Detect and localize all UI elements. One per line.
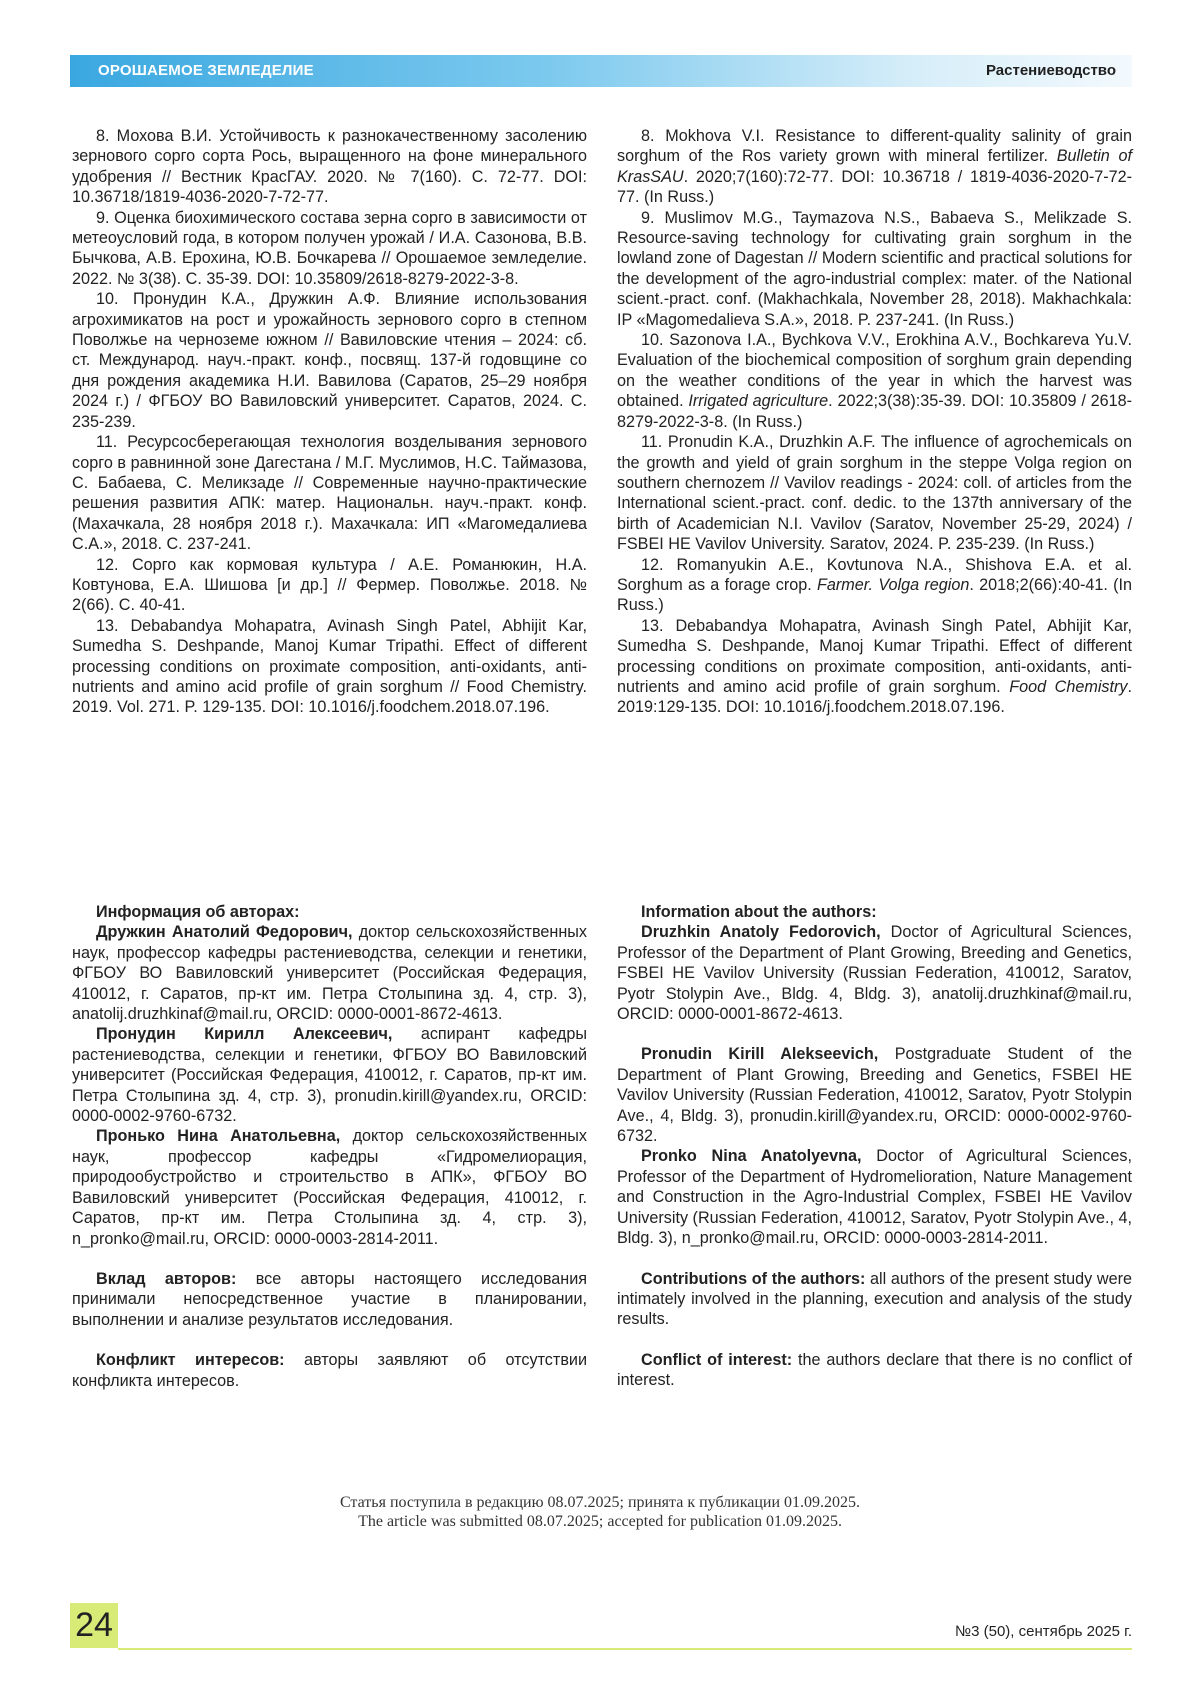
reference-en: 12. Romanyukin A.E., Kovtunova N.A., Shishova E.A. et al. Sorghum as a forage crop. Farmer. Volga region. 2018;2(66):40-41. (In Russ.) [617,555,1133,615]
author-name: Druzhkin Anatoly Fedorovich, [641,923,881,942]
reference-ru: 10. Пронудин К.А., Дружкин А.Ф. Влияние использования агрохимикатов на рост и урожайность зернового сорго в степном Поволжье на черноземе южном // Вавиловские чтения – 2024: сб. ст. Международ. науч.-практ. конф., посвящ. 137-й годовщине со дня рождения академика Н.И. Вавилова (Саратов, 25–29 ноября 2024 г.) / ФГБОУ ВО Вавиловский университет. Саратов, 2024. С. 235-239. [72,290,587,431]
references-ru [72,126,587,718]
authors-heading-en: Information about the authors: [641,903,877,921]
page-number: 24 [75,1606,113,1644]
issue-info: №3 (50), сентябрь 2025 г. [955,1623,1132,1640]
references-en [617,126,1132,718]
reference-en: 13. Debabandya Mohapatra, Avinash Singh Patel, Abhijit Kar, Sumedha S. Deshpande, Manoj Kumar Tripathi. Effect of different processing conditions on proximate composition, anti-oxidants, anti-nutrients and amino acid profile of grain sorghum. Food Chemistry. 2019:129-135. DOI: 10.1016/j.foodchem.2018.07.196. [617,616,1133,717]
reference-ru: 8. Мохова В.И. Устойчивость к разнокачественному засолению зернового сорго сорта Рось, выращенного на фоне минерального удобрения // Вестник КрасГАУ. 2020. № 7(160). С. 72-77. DOI: 10.36718/1819-4036-2020-7-72-77. [72,127,587,207]
author-name: Pronudin Kirill Alekseevich, [641,1045,879,1064]
contributions-en: Contributions of the authors: all authors of the present study were intimately involved in the planning, execution and analysis of the study results. [617,1269,1132,1329]
author-name: Пронудин Кирилл Алексеевич, [96,1025,393,1044]
conflict-ru: Конфликт интересов: авторы заявляют об отсутствии конфликта интересов. [72,1351,588,1390]
reference-en: 9. Muslimov M.G., Taymazova N.S., Babaeva S., Melikzade S. Resource-saving technology for cultivating grain sorghum in the lowland zone of Dagestan // Modern scientific and practical solutions for the development of the agro-industrial complex: mater. of the National scient.-pract. conf. (Makhachkala, November 28, 2018). Makhachkala: IP «Magomedalieva S.A.», 2018. P. 237-241. (In Russ.) [617,208,1132,329]
reference-en: 8. Mokhova V.I. Resistance to different-quality salinity of grain sorghum of the Ros variety grown with mineral fertilizer. Bulletin of KrasSAU. 2020;7(160):72-77. DOI: 10.36718 / 1819-4036-2020-7-72-77. (In Russ.) [617,127,1132,207]
submission-dates-en: The article was submitted 08.07.2025; accepted for publication 01.09.2025. [358,1513,842,1530]
author-entry: Druzhkin Anatoly Fedorovich, Doctor of Agricultural Sciences, Professor of the Department of Plant Growing, Breeding and Genetics, FSBEI HE Vavilov University (Russian Federation, 410012, Saratov, Pyotr Stolypin Ave., Bldg. 4, Bldg. 3), anatolij.druzhkinaf@mail.ru, ORCID: 0000-0001-8672-4613. [617,923,1132,1024]
submission-dates-ru: Статья поступила в редакцию 08.07.2025; принята к публикации 01.09.2025. [339,1494,861,1511]
section-name: Растениеводство [986,62,1116,79]
submission-dates [0,1493,1200,1531]
reference-ru: 12. Сорго как кормовая культура / А.Е. Романюкин, Н.А. Ковтунова, Е.А. Шишова [и др.] // Фермер. Поволжье. 2018. № 2(66). С. 40-41. [72,555,587,615]
journal-name: ОРОШАЕМОЕ ЗЕМЛЕДЕЛИЕ [98,62,314,79]
author-entry: Pronko Nina Anatolyevna, Doctor of Agricultural Sciences, Professor of the Department of Hydromelioration, Nature Management and Construction in the Agro-Industrial Complex, FSBEI HE Vavilov University (Russian Federation, 410012, Saratov, Pyotr Stolypin Ave., 4, Bldg. 3), n_pronko@mail.ru, ORCID: 0000-0003-2814-2011. [617,1147,1132,1248]
reference-ru: 13. Debabandya Mohapatra, Avinash Singh Patel, Abhijit Kar, Sumedha S. Deshpande, Manoj Kumar Tripathi. Effect of different processing conditions on proximate composition, anti-oxidants, anti-nutrients and amino acid profile of grain sorghum // Food Chemistry. 2019. Vol. 271. P. 129-135. DOI: 10.1016/j.foodchem.2018.07.196. [72,616,587,717]
reference-ru: 11. Ресурсосберегающая технология возделывания зернового сорго в равнинной зоне Дагестана / М.Г. Муслимов, Н.С. Таймазова, С. Бабаева, С. Меликзаде // Современные научно-практические решения развития АПК: матер. Национальн. науч.-практ. конф. (Махачкала, 28 ноября 2018 г.). Махачкала: ИП «Магомедалиева С.А.», 2018. С. 237-241. [72,433,587,554]
author-name: Пронько Нина Анатольевна, [96,1127,341,1146]
footer-divider [118,1648,1132,1650]
authors-heading-ru: Информация об авторах: [96,903,300,921]
header-bar [70,55,1132,87]
contributions-ru: Вклад авторов: все авторы настоящего исследования принимали непосредственное участие в планировании, выполнении и анализе результатов исследования. [72,1269,587,1329]
author-entry: Пронудин Кирилл Алексеевич, аспирант кафедры растениеводства, селекции и генетики, ФГБОУ ВО Вавиловский университет (Российская Федерация, 410012, г. Саратов, пр-кт им. Петра Столыпина зд. 4, стр. 3), pronudin.kirill@yandex.ru, ORCID: 0000-0002-9760-6732. [72,1025,588,1126]
author-name: Pronko Nina Anatolyevna, [641,1147,862,1166]
author-entry: Пронько Нина Анатольевна, доктор сельскохозяйственных наук, профессор кафедры «Гидромелиорация, природообустройство и строительство в АПК», ФГБОУ ВО Вавиловский университет (Российская Федерация, 410012, г. Саратов, пр-кт им. Петра Столыпина зд. 4, стр. 3), n_pronko@mail.ru, ORCID: 0000-0003-2814-2011. [72,1127,587,1248]
reference-en: 10. Sazonova I.A., Bychkova V.V., Erokhina A.V., Bochkareva Yu.V. Evaluation of the biochemical composition of sorghum grain depending on the weather conditions of the year in which the harvest was obtained. Irrigated agriculture. 2022;3(38):35-39. DOI: 10.35809 / 2618-8279-2022-3-8. (In Russ.) [617,331,1133,431]
authors-info-ru [72,902,587,1391]
authors-info-en [617,902,1132,1391]
author-entry: Дружкин Анатолий Федорович, доктор сельскохозяйственных наук, профессор кафедры растениеводства, селекции и генетики, ФГБОУ ВО Вавиловский университет (Российская Федерация, 410012, г. Саратов, пр-кт им. Петра Столыпина зд. 4, стр. 3), anatolij.druzhkinaf@mail.ru, ORCID: 0000-0001-8672-4613. [72,923,587,1024]
conflict-en: Conflict of interest: the authors declare that there is no conflict of interest. [617,1350,1132,1390]
author-name: Дружкин Анатолий Федорович, [96,923,353,942]
reference-ru: 9. Оценка биохимического состава зерна сорго в зависимости от метеоусловий года, в котором получен урожай / И.А. Сазонова, В.В. Бычкова, А.В. Ерохина, Ю.В. Бочкарева // Орошаемое земледелие. 2022. № 3(38). С. 35-39. DOI: 10.35809/2618-8279-2022-3-8. [72,208,587,288]
author-entry: Pronudin Kirill Alekseevich, Postgraduate Student of the Department of Plant Growing, Breeding and Genetics, FSBEI HE Vavilov University (Russian Federation, 410012, Saratov, Pyotr Stolypin Ave., 4, Bldg. 3), pronudin.kirill@yandex.ru, ORCID: 0000-0002-9760-6732. [617,1045,1133,1146]
reference-en: 11. Pronudin K.A., Druzhkin A.F. The influence of agrochemicals on the growth and yield of grain sorghum in the steppe Volga region on southern chernozem // Vavilov readings - 2024: coll. of articles from the International scient.-pract. conf. dedic. to the 137th anniversary of the birth of Academician N.I. Vavilov (Saratov, November 25-29, 2024) / FSBEI HE Vavilov University. Saratov, 2024. P. 235-239. (In Russ.) [617,433,1132,554]
page-number-box [70,1603,118,1648]
